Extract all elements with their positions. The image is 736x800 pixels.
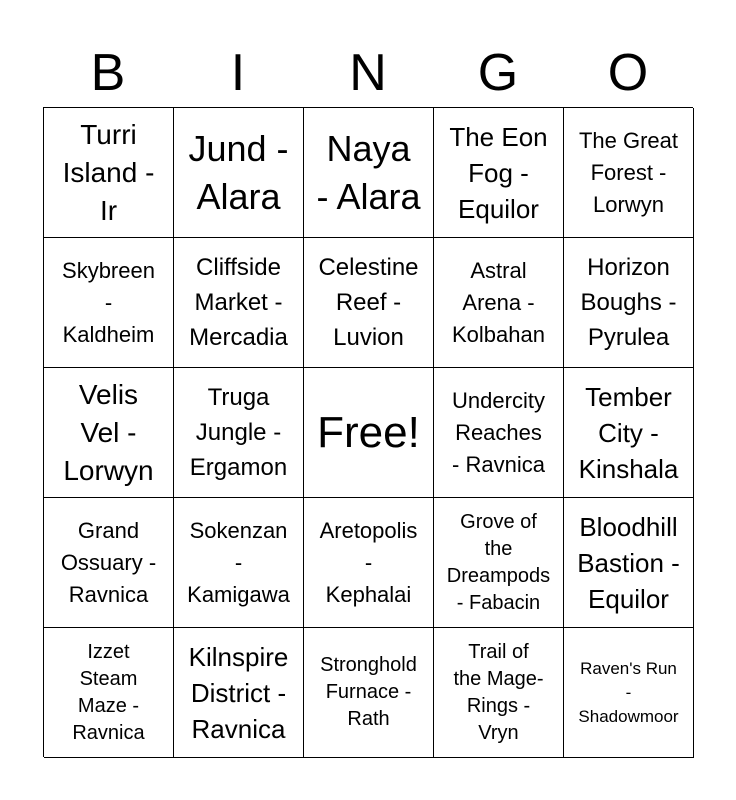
bingo-cell-r1c5[interactable] (564, 108, 694, 238)
header-letter-g: G (477, 44, 519, 102)
bingo-cell-r5c3[interactable] (304, 628, 434, 758)
free-space-text: Free! (317, 407, 420, 457)
bingo-cell-r2c1[interactable] (44, 238, 174, 368)
bingo-cell-r2c3[interactable] (304, 238, 434, 368)
bingo-cell-text: Cliffside Market - Mercadia (189, 254, 288, 351)
bingo-cell-text: Kilnspire District - Ravnica (188, 641, 289, 744)
bingo-cell-text: Skybreen - Kaldheim (62, 257, 155, 347)
bingo-cell-text: Velis Vel - Lorwyn (63, 378, 154, 486)
bingo-cell-text: Grove of the Dreampods - Fabacin (446, 510, 551, 614)
bingo-cell-text: Tember City - Kinshala (578, 381, 679, 484)
bingo-cell-text: Astral Arena - Kolbahan (452, 257, 545, 347)
bingo-cell-r3c4[interactable] (434, 368, 564, 498)
bingo-cell-r2c4[interactable] (434, 238, 564, 368)
bingo-cell-r1c4[interactable] (434, 108, 564, 238)
bingo-cell-r1c2[interactable] (174, 108, 304, 238)
bingo-cell-text: The Great Forest - Lorwyn (578, 127, 679, 217)
bingo-cell-text: Izzet Steam Maze - Ravnica (72, 640, 145, 744)
bingo-cell-text: Truga Jungle - Ergamon (189, 384, 288, 481)
bingo-cell-text: Sokenzan - Kamigawa (187, 517, 290, 607)
bingo-cell-r1c1[interactable] (44, 108, 174, 238)
bingo-cell-r4c4[interactable] (434, 498, 564, 628)
bingo-cell-text: Horizon Boughs - Pyrulea (580, 254, 677, 351)
bingo-cell-r3c1[interactable] (44, 368, 174, 498)
bingo-cell-r3c5[interactable] (564, 368, 694, 498)
header-letter-b: B (90, 44, 126, 102)
bingo-cell-text: Grand Ossuary - Ravnica (60, 517, 157, 607)
bingo-cell-r4c1[interactable] (44, 498, 174, 628)
bingo-cell-text: Turri Island - Ir (62, 118, 155, 226)
bingo-cell-text: Undercity Reaches - Ravnica (452, 387, 545, 477)
bingo-cell-text: Trail of the Mage- Rings - Vryn (453, 640, 544, 744)
bingo-cell-r3c2[interactable] (174, 368, 304, 498)
bingo-header (43, 40, 693, 106)
bingo-cell-text: Bloodhill Bastion - Equilor (577, 511, 680, 614)
header-letter-i: I (230, 44, 246, 102)
bingo-card-grid (43, 107, 693, 757)
bingo-cell-r4c2[interactable] (174, 498, 304, 628)
bingo-cell-text: Raven's Run - Shadowmoor (578, 658, 679, 726)
bingo-cell-r2c2[interactable] (174, 238, 304, 368)
bingo-cell-text: The Eon Fog - Equilor (449, 121, 548, 224)
bingo-cell-text: Aretopolis - Kephalai (319, 517, 418, 607)
bingo-cell-r5c2[interactable] (174, 628, 304, 758)
bingo-cell-text: Stronghold Furnace - Rath (320, 654, 417, 730)
bingo-cell-text: Celestine Reef - Luvion (318, 254, 419, 351)
header-letter-o: O (607, 44, 649, 102)
bingo-cell-r5c4[interactable] (434, 628, 564, 758)
bingo-cell-r4c3[interactable] (304, 498, 434, 628)
bingo-cell-r2c5[interactable] (564, 238, 694, 368)
bingo-cell-text: Jund - Alara (188, 127, 289, 217)
bingo-cell-r5c1[interactable] (44, 628, 174, 758)
bingo-cell-r5c5[interactable] (564, 628, 694, 758)
bingo-cell-text: Naya - Alara (316, 127, 421, 217)
header-letter-n: N (349, 44, 387, 102)
bingo-cell-r1c3[interactable] (304, 108, 434, 238)
bingo-cell-r4c5[interactable] (564, 498, 694, 628)
bingo-cell-free[interactable] (304, 368, 434, 498)
